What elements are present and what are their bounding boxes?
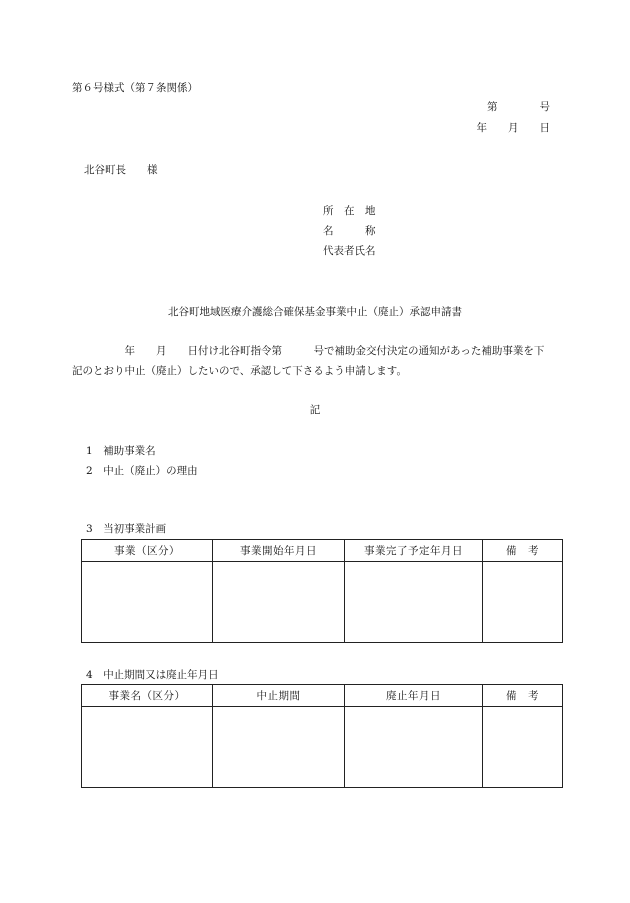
initial-plan-table <box>81 539 563 643</box>
item-label: 補助事業名 <box>103 445 156 457</box>
table1-cell-remarks[interactable] <box>483 562 563 643</box>
table1-header-business: 事業（区分） <box>82 540 213 562</box>
item-number: 1 <box>86 445 93 457</box>
table1-header-start-date: 事業開始年月日 <box>213 540 345 562</box>
table1-cell-start-date[interactable] <box>213 562 345 643</box>
item-number: 4 <box>86 669 93 681</box>
table2-cell-abolition-date[interactable] <box>345 707 483 788</box>
doc-number: 第 号 <box>487 101 550 113</box>
ki-heading: 記 <box>309 404 321 416</box>
item-number: 3 <box>86 523 93 535</box>
table1-header-completion-date: 事業完了予定年月日 <box>345 540 483 562</box>
table2-cell-business-name[interactable] <box>82 707 213 788</box>
table2-header-business-name: 事業名（区分） <box>82 685 213 707</box>
document-title: 北谷町地域医療介護総合確保基金事業中止（廃止）承認申請書 <box>168 306 462 318</box>
table2-cell-suspension-period[interactable] <box>213 707 345 788</box>
representative-label: 代表者氏名 <box>323 245 376 257</box>
body-line-1: 年 月 日付け北谷町指令第 号で補助金交付決定の通知があった補助事業を下 <box>72 345 545 357</box>
table1-cell-completion-date[interactable] <box>345 562 483 643</box>
table2-header-abolition-date: 廃止年月日 <box>345 685 483 707</box>
table2-cell-remarks[interactable] <box>483 707 563 788</box>
name-label: 名 称 <box>323 225 376 237</box>
location-label: 所 在 地 <box>323 205 376 217</box>
item-2 <box>86 465 198 478</box>
body-line-2: 記のとおり中止（廃止）したいので、承認して下さるよう申請します。 <box>72 365 407 377</box>
item-1 <box>86 445 156 458</box>
table1-cell-business[interactable] <box>82 562 213 643</box>
item-label: 中止期間又は廃止年月日 <box>103 669 219 681</box>
table2-header-suspension-period: 中止期間 <box>213 685 345 707</box>
table1-header-remarks: 備 考 <box>483 540 563 562</box>
item-label: 中止（廃止）の理由 <box>103 465 198 477</box>
addressee: 北谷町長 様 <box>84 164 158 176</box>
doc-date: 年 月 日 <box>476 122 550 134</box>
item-4 <box>86 669 219 682</box>
table2-header-remarks: 備 考 <box>483 685 563 707</box>
suspension-table <box>81 684 563 788</box>
item-number: 2 <box>86 465 93 477</box>
item-3 <box>86 523 166 536</box>
form-id: 第６号様式（第７条関係） <box>72 82 198 94</box>
item-label: 当初事業計画 <box>103 523 167 535</box>
